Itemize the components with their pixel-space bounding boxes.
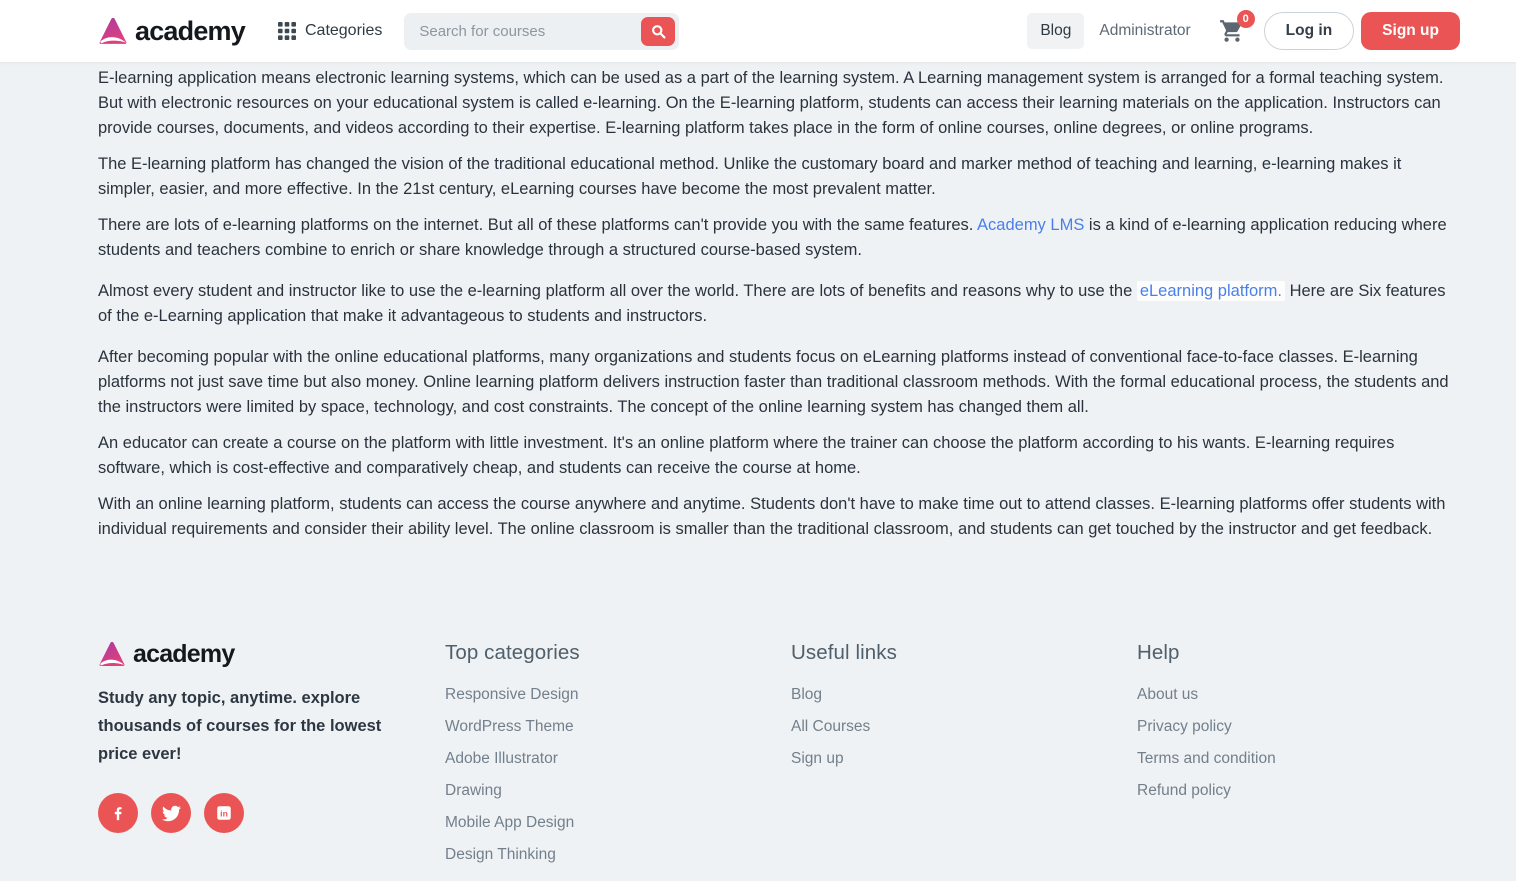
nav-item-administrator[interactable]: Administrator xyxy=(1099,22,1191,39)
facebook-button[interactable] xyxy=(98,793,138,833)
paragraph-text: Almost every student and instructor like to use the e-learning platform all over the world. There are lots of benefits and reasons why to use the xyxy=(98,282,1137,300)
article-paragraph-2 xyxy=(98,152,1458,202)
search-input[interactable] xyxy=(404,13,641,50)
footer-link-sign-up[interactable]: Sign up xyxy=(791,750,844,767)
twitter-icon xyxy=(162,804,181,823)
article-paragraph-1 xyxy=(98,66,1458,141)
footer-link-mobile-app-design[interactable]: Mobile App Design xyxy=(445,814,575,831)
footer-link-blog[interactable]: Blog xyxy=(791,686,823,703)
search-button[interactable] xyxy=(641,17,675,46)
article-paragraph-6 xyxy=(98,431,1458,481)
footer-brand-name: academy xyxy=(133,639,235,668)
brand-name: academy xyxy=(135,15,245,46)
footer-link-design-thinking[interactable]: Design Thinking xyxy=(445,846,556,863)
footer-heading: Top categories xyxy=(445,641,580,664)
top-navbar xyxy=(0,0,1516,62)
twitter-button[interactable] xyxy=(151,793,191,833)
footer-link-adobe-illustrator[interactable]: Adobe Illustrator xyxy=(445,750,558,767)
footer-column-help xyxy=(1137,641,1460,814)
footer-link-drawing[interactable]: Drawing xyxy=(445,782,502,799)
footer-link-terms-and-condition[interactable]: Terms and condition xyxy=(1137,750,1276,767)
footer-brand-column xyxy=(98,641,445,833)
paragraph-text: With an online learning platform, students can access the course anywhere and anytime. Students don't have to make time out to attend classes. E-learning platforms offer students with individual requirements and consider their ability level. The online classroom is smaller than the traditional classroom, and students can get touched by the instructor and get feedback. xyxy=(98,495,1446,538)
blog-article xyxy=(0,62,1516,542)
footer-link-privacy-policy[interactable]: Privacy policy xyxy=(1137,718,1232,735)
article-paragraph-3 xyxy=(98,213,1458,263)
page-footer xyxy=(0,553,1516,878)
linkedin-icon xyxy=(215,804,233,822)
paragraph-text: There are lots of e-learning platforms on the internet. But all of these platforms can't provide you with the same features. xyxy=(98,216,978,234)
footer-tagline: Study any topic, anytime. explore thousands of courses for the lowest price ever! xyxy=(98,689,382,763)
article-paragraph-5 xyxy=(98,345,1458,420)
brand-logo[interactable] xyxy=(98,17,245,45)
cart-count-badge: 0 xyxy=(1237,10,1255,28)
facebook-icon xyxy=(109,804,127,822)
nav-item-blog[interactable]: Blog xyxy=(1027,13,1084,49)
article-paragraph-4 xyxy=(98,279,1458,329)
grid-icon xyxy=(278,22,296,40)
social-links xyxy=(98,793,445,833)
paragraph-text: E-learning application means electronic learning systems, which can be used as a part of the learning system. A Learning management system is arranged for a formal teaching system. But with electronic resources on your educational system is called e-learning. On the E-learning platform, students can access their learning materials on the application. Instructors can provide courses, documents, and videos according to their expertise. E-learning platform takes place in the form of online courses, online degrees, or online programs. xyxy=(98,69,1444,137)
categories-menu[interactable] xyxy=(278,22,382,40)
paragraph-text: An educator can create a course on the platform with little investment. It's an online platform where the trainer can choose the platform according to his wants. E-learning requires software, which is cost-effective and comparatively cheap, and students can receive the course at home. xyxy=(98,434,1395,477)
course-search-bar xyxy=(404,13,679,50)
academy-lms-link[interactable]: Academy LMS xyxy=(977,216,1085,234)
paragraph-text: After becoming popular with the online educational platforms, many organizations and students focus on eLearning platforms instead of conventional face-to-face classes. E-learning platforms not just save time but also money. Online learning platform delivers instruction faster than traditional classroom methods. With the formal educational process, the students and the instructors were limited by space, technology, and cost constraints. The concept of the online learning system has changed them all. xyxy=(98,348,1449,416)
login-button[interactable]: Log in xyxy=(1264,12,1355,50)
footer-brand-logo[interactable] xyxy=(98,641,445,667)
footer-link-wordpress-theme[interactable]: WordPress Theme xyxy=(445,718,574,735)
academy-logo-icon xyxy=(98,641,126,667)
footer-link-all-courses[interactable]: All Courses xyxy=(791,718,871,735)
signup-button[interactable]: Sign up xyxy=(1361,12,1460,50)
categories-label: Categories xyxy=(304,22,383,39)
cart-button[interactable] xyxy=(1219,12,1249,45)
footer-column-useful-links xyxy=(791,641,1137,782)
navbar-right xyxy=(1027,12,1460,50)
footer-heading: Useful links xyxy=(791,641,898,664)
paragraph-text: is a kind of e-learning application reducing where students and teachers combine to enrich or share knowledge through a structured course-based system. xyxy=(98,216,1447,259)
footer-link-about-us[interactable]: About us xyxy=(1137,686,1199,703)
svg-text:in: in xyxy=(220,808,228,819)
next-section-edge xyxy=(0,881,1516,889)
footer-link-refund-policy[interactable]: Refund policy xyxy=(1137,782,1231,799)
footer-link-responsive-design[interactable]: Responsive Design xyxy=(445,686,579,703)
linkedin-button[interactable] xyxy=(204,793,244,833)
footer-heading: Help xyxy=(1137,641,1180,664)
article-paragraph-7 xyxy=(98,492,1458,542)
elearning-platform-link[interactable]: eLearning platform. xyxy=(1137,281,1285,301)
paragraph-text: The E-learning platform has changed the vision of the traditional educational method. Unlike the customary board and marker method of teaching and learning, e-learning makes it simpler, easier, and more effective. In the 21st century, eLearning courses have become the most prevalent matter. xyxy=(98,155,1402,198)
search-icon xyxy=(651,24,666,39)
paragraph-text: Here are Six features of the e-Learning application that make it advantageous to students and instructors. xyxy=(98,282,1446,325)
academy-logo-icon xyxy=(98,17,128,45)
footer-column-top-categories xyxy=(445,641,791,878)
